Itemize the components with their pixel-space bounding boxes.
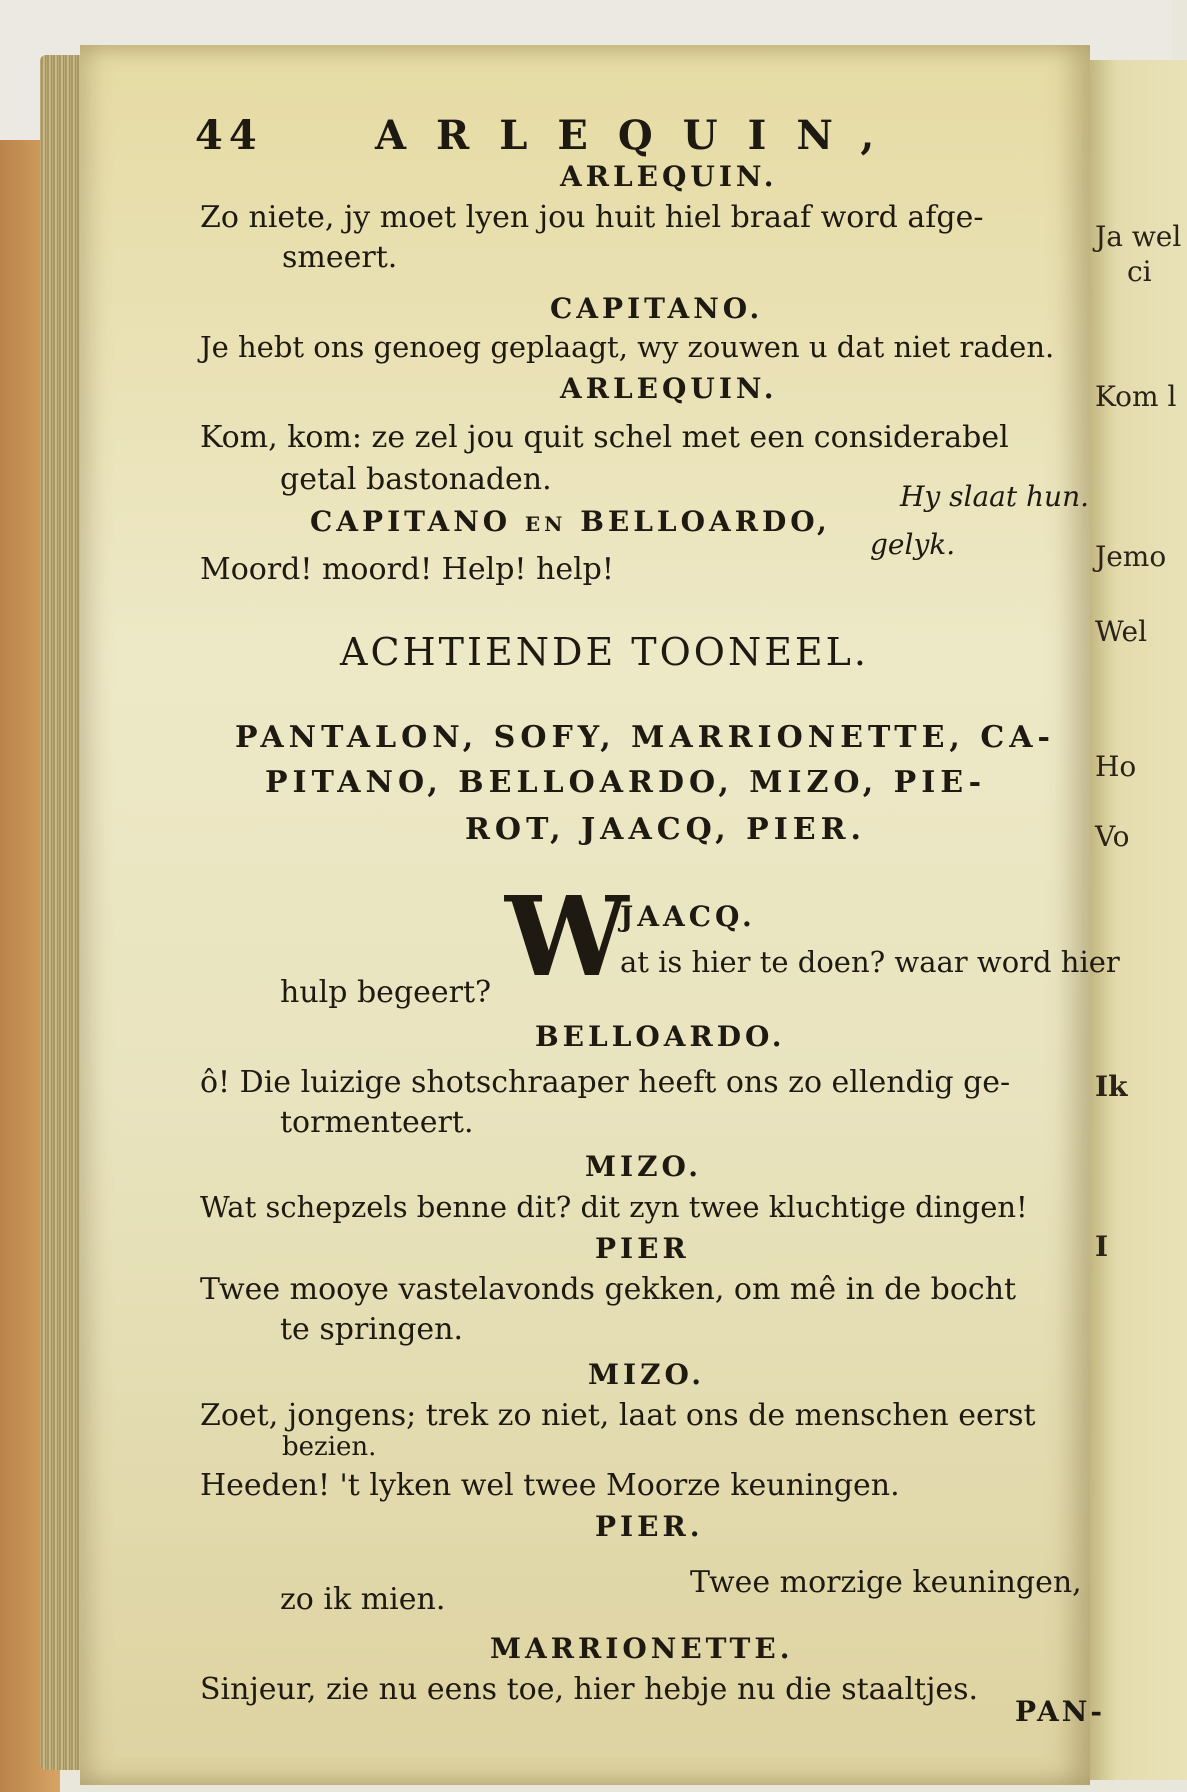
dialogue-line: tormenteert. [280, 1105, 474, 1140]
facing-page-fragment: Ik [1095, 1070, 1128, 1103]
speaker-name: CAPITANO en BELLOARDO, [310, 505, 831, 538]
facing-page-fragment: Ja wel [1095, 220, 1182, 253]
speaker-name: BELLOARDO. [535, 1020, 786, 1053]
speaker-name: ARLEQUIN. [560, 372, 778, 405]
speaker-name: CAPITANO. [550, 292, 764, 325]
speaker-name: PIER [595, 1232, 690, 1265]
facing-page-fragment: Ho [1095, 750, 1137, 783]
dialogue-line: Twee mooye vastelavonds gekken, om mê in de bocht [200, 1272, 1017, 1307]
running-title: ARLEQUIN, [375, 112, 905, 159]
dialogue-line: Zoet, jongens; trek zo niet, laat ons de menschen eerst [200, 1398, 1036, 1433]
dialogue-line: te springen. [280, 1312, 464, 1347]
cast-list-line: PANTALON, SOFY, MARRIONETTE, CA- [235, 720, 1055, 755]
facing-page [1085, 60, 1187, 1780]
dialogue-line: ô! Die luizige shotschraaper heeft ons zo ellendig ge- [200, 1065, 1011, 1100]
dialogue-line: smeert. [282, 240, 398, 275]
speaker-name: MIZO. [588, 1358, 706, 1391]
dialogue-line: Je hebt ons genoeg geplaagt, wy zouwen u dat niet raden. [200, 330, 1055, 364]
facing-page-fragment: Jemo [1095, 540, 1167, 573]
facing-page-fragment: ci [1127, 255, 1152, 288]
speaker-name: JAACQ. [620, 900, 756, 933]
speaker-name: MIZO. [585, 1150, 703, 1183]
dialogue-line: hulp begeert? [280, 975, 492, 1010]
dialogue-line: Kom, kom: ze zel jou quit schel met een considerabel [200, 420, 1009, 455]
catchword: PAN- [1015, 1695, 1105, 1728]
dialogue-line: Wat schepzels benne dit? dit zyn twee kluchtige dingen! [200, 1190, 1028, 1224]
dialogue-line: getal bastonaden. [280, 462, 552, 497]
dialogue-line: bezien. [282, 1432, 377, 1462]
speaker-name: ARLEQUIN. [560, 160, 778, 193]
cast-list-line: PITANO, BELLOARDO, MIZO, PIE- [265, 765, 987, 800]
scene-title: ACHTIENDE TOONEEL. [340, 630, 869, 674]
dialogue-line: Sinjeur, zie nu eens toe, hier hebje nu die staaltjes. [200, 1672, 979, 1707]
drop-cap: W [505, 872, 629, 1001]
cast-list-line: ROT, JAACQ, PIER. [465, 812, 866, 847]
dialogue-line: Twee morzige keuningen, [690, 1565, 1082, 1600]
stage-direction: gelyk. [870, 528, 956, 561]
facing-page-fragment: I [1095, 1230, 1109, 1263]
speaker-name: PIER. [595, 1510, 704, 1543]
dialogue-line: Heeden! 't lyken wel twee Moorze keuningen. [200, 1468, 900, 1503]
dialogue-line: zo ik mien. [280, 1582, 446, 1617]
dialogue-line: Moord! moord! Help! help! [200, 552, 614, 587]
facing-page-fragment: Vo [1095, 820, 1130, 853]
facing-page-fragment: Kom l [1095, 380, 1177, 413]
speaker-name: MARRIONETTE. [490, 1632, 794, 1665]
dialogue-line: Zo niete, jy moet lyen jou huit hiel braaf word afge- [200, 200, 984, 235]
facing-page-fragment: Wel [1095, 615, 1148, 648]
page-number: 44 [195, 112, 263, 159]
stage-direction: Hy slaat hun. [900, 480, 1089, 513]
dialogue-line: at is hier te doen? waar word hier [620, 945, 1120, 979]
